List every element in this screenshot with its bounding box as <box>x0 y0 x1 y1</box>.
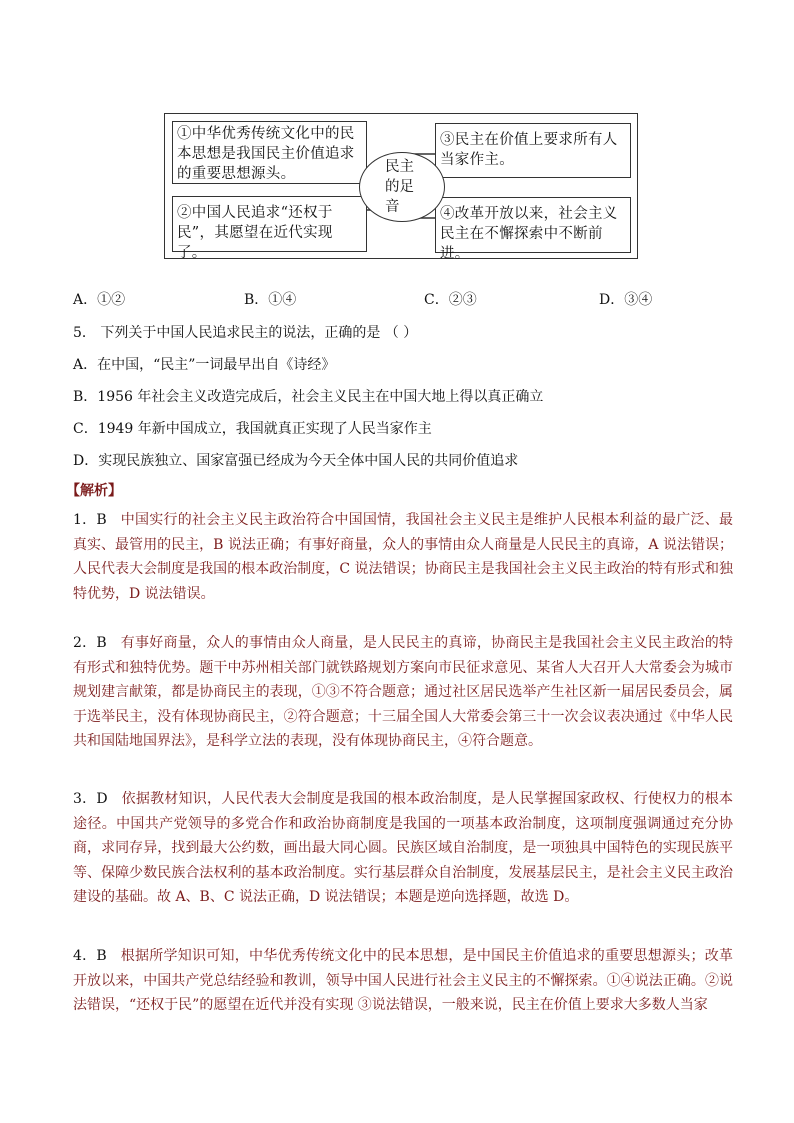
diagram-box-4: ④改革开放以来，社会主义民主在不懈探索中不断前进。 <box>435 197 631 253</box>
answer-2-text: 有事好商量，众人的事情由众人商量，是人民民主的真谛，协商民主是我国社会主义民主政治的特有形式和独特优势。题干中苏州相关部门就铁路规划方案向市民征求意见、某省人大召开人大常委会为城市规划建言献策，都是协商民主的表现，①③不符合题意；通过社区居民选举产生社区新一届居民委员会，属于选举民主，没有体现协商民主，②符合题意；十三届全国人大常委会第三十一次会议表决通过《中华人民共和国陆地国界法》，是科学立法的表现，没有体现协商民主，④符合题意。 <box>73 635 733 749</box>
answer-1-number: 1．B <box>73 512 107 528</box>
answer-4-number: 4．B <box>73 948 107 964</box>
answer-3-number: 3．D <box>73 791 108 807</box>
q5-option-d: D．实现民族独立、国家富强已经成为今天全体中国人民的共同价值追求 <box>73 453 519 469</box>
diagram-box-1: ①中华优秀传统文化中的民本思想是我国民主价值追求的重要思想源头。 <box>172 121 367 184</box>
answer-4-text: 根据所学知识可知，中华优秀传统文化中的民本思想，是中国民主价值追求的重要思想源头；改革开放以来，中国共产党总结经验和教训，领导中国人民进行社会主义民主的不懈探索。①④说法正确。②说法错误，“还权于民”的愿望在近代并没有实现 ③说法错误，一般来说，民主在价值上要求大多数人当家 <box>73 948 733 1013</box>
answer-3 <box>73 787 733 910</box>
diagram-center-label: 民主的足音 <box>385 159 414 215</box>
q4-option-d: D．③④ <box>599 292 653 308</box>
answer-2 <box>73 631 733 754</box>
answer-4 <box>73 944 733 1018</box>
answer-2-number: 2．B <box>73 635 107 651</box>
q4-option-a: A．①② <box>73 292 126 308</box>
q5-stem: 5． 下列关于中国人民追求民主的说法，正确的是 （ ） <box>73 325 418 341</box>
answer-3-text: 依据教材知识，人民代表大会制度是我国的根本政治制度，是人民掌握国家政权、行使权力的根本途径。中国共产党领导的多党合作和政治协商制度是我国的一项基本政治制度，这项制度强调通过充分协商，求同存异，找到最大公约数，画出最大同心圆。民族区域自治制度，是一项独具中国特色的实现民族平等、保障少数民族合法权利的基本政治制度。实行基层群众自治制度，发展基层民主，是社会主义民主政治建设的基础。故 A、B、C 说法正确，D 说法错误；本题是逆向选择题，故选 D。 <box>73 791 734 905</box>
diagram-center-circle <box>359 152 445 222</box>
q5-option-c: C．1949 年新中国成立，我国就真正实现了人民当家作主 <box>73 421 432 437</box>
answer-1-text: 中国实行的社会主义民主政治符合中国国情，我国社会主义民主是维护人民根本利益的最广泛、最真实、最管用的民主，B 说法正确；有事好商量，众人的事情由众人商量是人民民主的真谛，A 说法错误；人民代表大会制度是我国的根本政治制度，C 说法错误；协商民主是我国社会主义民主政治的特有形式和独特优势，D 说法错误。 <box>73 512 733 602</box>
answer-1 <box>73 508 733 606</box>
q5-option-b: B．1956 年社会主义改造完成后，社会主义民主在中国大地上得以真正确立 <box>73 389 544 405</box>
diagram-box-2: ②中国人民追求“还权于民”，其愿望在近代实现了。 <box>172 196 367 252</box>
concept-diagram <box>164 113 638 262</box>
analysis-heading: 【解析】 <box>66 483 122 499</box>
q5-option-a: A．在中国，“民主”一词最早出自《诗经》 <box>73 357 336 373</box>
q4-option-c: C．②③ <box>424 292 477 308</box>
q4-option-b: B．①④ <box>244 292 297 308</box>
q4-options <box>73 289 753 311</box>
diagram-box-3: ③民主在价值上要求所有人当家作主。 <box>435 123 631 178</box>
